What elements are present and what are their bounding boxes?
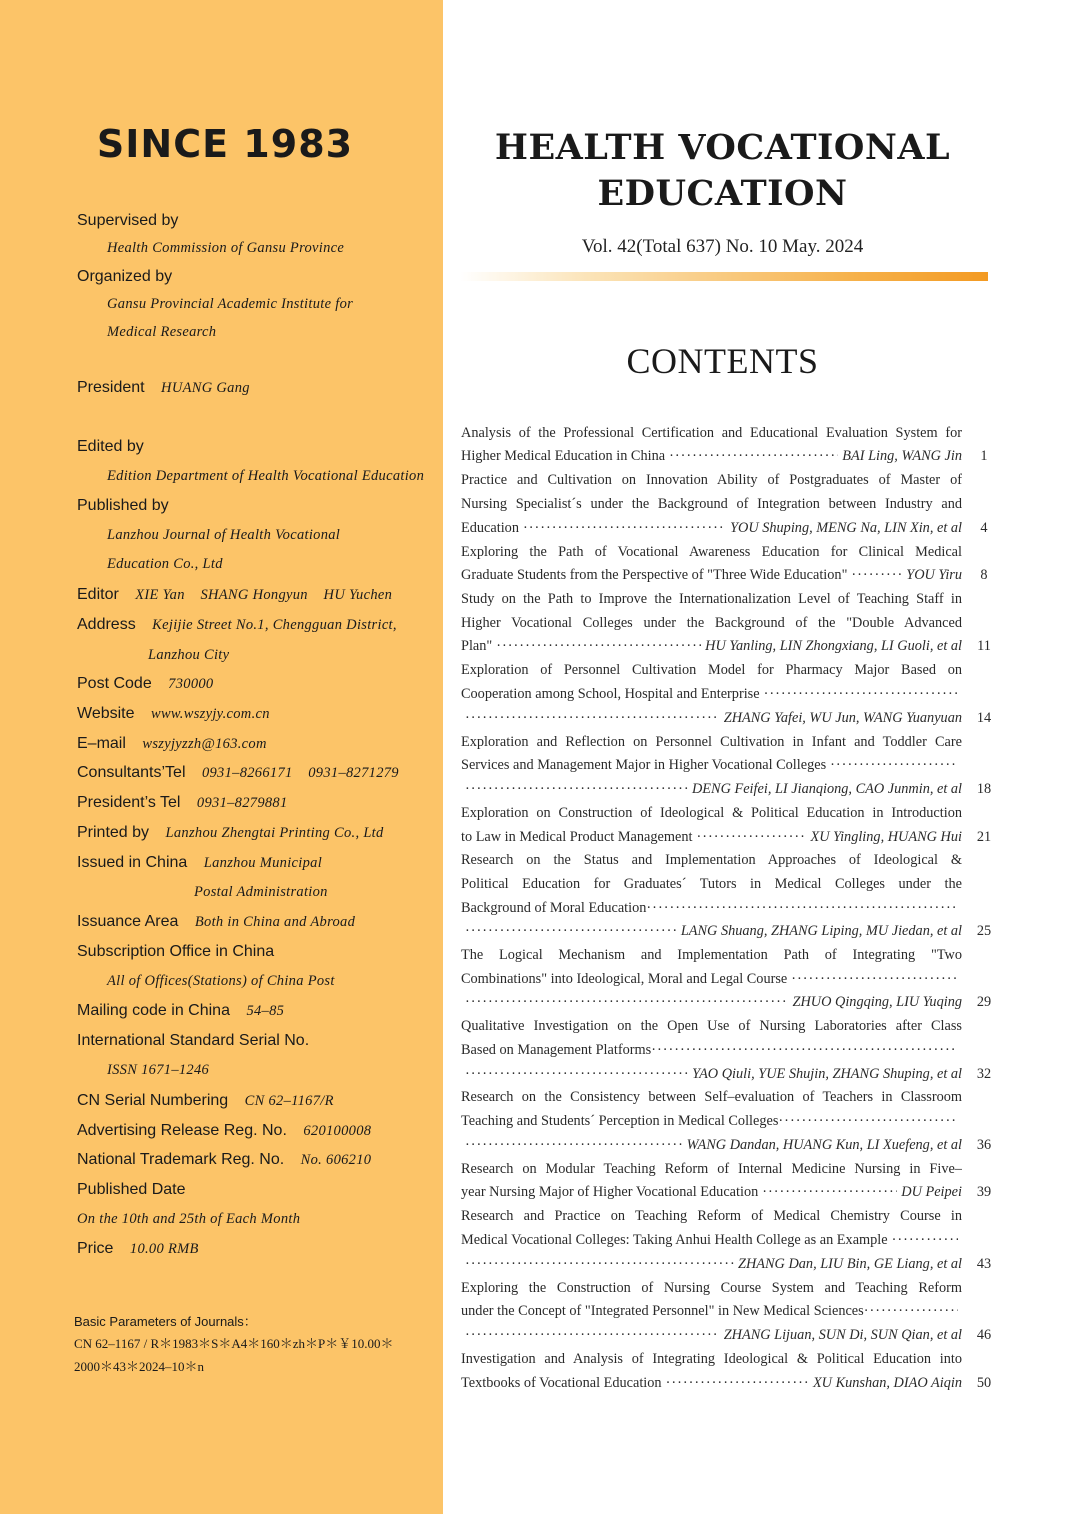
toc-entry-5-authors: ZHANG Yafei, WU Jun, WANG Yuanyuan (723, 710, 962, 726)
toc-entry-12-line-2[interactable] (461, 1180, 962, 1204)
president-label: President (77, 379, 145, 396)
toc-entry-4-line-3[interactable] (461, 634, 962, 658)
consultants-label: Consultants’Tel (77, 764, 186, 781)
toc-entry-12-authors: DU Peipei (901, 1184, 962, 1200)
leader-dots (830, 753, 958, 777)
subscription-value: All of Offices(Stations) of China Post (107, 973, 335, 989)
journal-title-line-2: EDUCATION (597, 173, 848, 214)
toc-entry-15-line-2[interactable] (461, 1371, 962, 1395)
issn-value: ISSN 1671–1246 (107, 1062, 210, 1078)
trademark-label: National Trademark Reg. No. (77, 1151, 285, 1168)
advert-row (77, 1122, 371, 1140)
editor-value: XIE Yan SHANG Hongyun HU Yuchen (135, 587, 393, 603)
leader-dots (496, 634, 701, 658)
published-value-1: Lanzhou Journal of Health Vocational (107, 527, 341, 543)
toc-entry-12-page: 39 (976, 1184, 992, 1200)
address-label: Address (77, 616, 136, 633)
toc-entry-10-line-1[interactable]: Qualitative Investigation on the Open Use of Nursing Laboratories after Class (461, 1018, 962, 1034)
supervised-value: Health Commission of Gansu Province (107, 240, 345, 256)
leader-dots (778, 1109, 958, 1133)
toc-entry-2-title-end: Education (461, 520, 519, 536)
consultants-row (77, 764, 399, 782)
toc-entry-11-line-3[interactable] (461, 1133, 962, 1157)
price-label: Price (77, 1240, 114, 1257)
toc-entry-8-line-4[interactable] (461, 919, 962, 943)
basic-parameters-line-2: 2000＊43＊2024–10＊n (74, 1359, 205, 1374)
toc-entry-4-line-2[interactable]: Higher Vocational Colleges under the Background of the "Double Advanced (461, 615, 962, 631)
toc-entry-11-authors: WANG Dandan, HUANG Kun, LI Xuefeng, et al (686, 1137, 962, 1153)
address-value-1: Kejijie Street No.1, Chengguan District, (152, 617, 397, 633)
editor-row (77, 586, 392, 604)
leader-dots (465, 1252, 734, 1276)
issue-info: Vol. 42(Total 637) No. 10 May. 2024 (581, 236, 864, 257)
website-label: Website (77, 705, 135, 722)
toc-entry-10-line-2[interactable] (461, 1038, 962, 1062)
toc-entry-4-title-end: Plan" (461, 638, 493, 654)
issued-value-1: Lanzhou Municipal (203, 855, 323, 871)
toc-entry-9-line-3[interactable] (461, 990, 962, 1014)
postcode-label: Post Code (77, 675, 152, 692)
mailing-value: 54–85 (246, 1003, 285, 1019)
basic-parameters-line-1: CN 62–1167 / R＊1983＊S＊A4＊160＊zh＊P＊￥10.00＊ (74, 1336, 394, 1351)
toc-entry-15-page: 50 (976, 1375, 992, 1391)
president-row (77, 379, 250, 397)
toc-entry-13-title-end: Medical Vocational Colleges: Taking Anhui Health College as an Example (461, 1232, 888, 1248)
toc-entry-13-page: 43 (976, 1256, 992, 1272)
advert-label: Advertising Release Reg. No. (77, 1122, 287, 1139)
cn-row (77, 1092, 334, 1110)
toc-entry-1-authors: BAI Ling, WANG Jin (842, 448, 962, 464)
postcode-row (77, 675, 213, 693)
toc-entry-5-line-1[interactable]: Exploration of Personnel Cultivation Model for Pharmacy Major Based on (461, 662, 962, 678)
toc-entry-7-authors: XU Yingling, HUANG Hui (810, 829, 962, 845)
toc-entry-8-line-1[interactable]: Research on the Status and Implementation Approaches of Ideological & (461, 852, 962, 868)
postcode-value: 730000 (168, 676, 214, 692)
presidenttel-label: President’s Tel (77, 794, 181, 811)
toc-entry-5-page: 14 (976, 710, 992, 726)
email-value: wszyjyzzh@163.com (142, 736, 267, 752)
leader-dots (666, 1371, 809, 1395)
advert-value: 620100008 (303, 1123, 372, 1139)
toc-entry-11-line-1[interactable]: Research on the Consistency between Self–evaluation of Teachers in Classroom (461, 1089, 962, 1105)
toc-entry-4-page: 11 (977, 638, 991, 654)
published-label: Published by (77, 497, 169, 514)
area-row (77, 913, 355, 931)
organized-label: Organized by (77, 268, 173, 285)
toc-entry-13-line-1[interactable]: Research and Practice on Teaching Reform of Medical Chemistry Course in (461, 1208, 962, 1224)
toc-entry-12-title-end: year Nursing Major of Higher Vocational Education (461, 1184, 759, 1200)
editor-label: Editor (77, 586, 119, 603)
toc-entry-2-line-1[interactable]: Practice and Cultivation on Innovation Ability of Postgraduates of Master of (461, 472, 962, 488)
journal-title (450, 125, 995, 217)
email-row (77, 735, 267, 753)
toc-entry-4-line-1[interactable]: Study on the Path to Improve the Internationalization Level of Teaching Staff in (461, 591, 962, 607)
issued-row (77, 854, 322, 872)
consultants-value: 0931–8266171 0931–8271279 (201, 765, 399, 781)
toc-entry-11-page: 36 (976, 1137, 992, 1153)
toc-entry-14-line-3[interactable] (461, 1323, 962, 1347)
toc-entry-8-line-3[interactable] (461, 896, 962, 920)
toc-entry-14-authors: ZHANG Lijuan, SUN Di, SUN Qian, et al (723, 1327, 962, 1343)
edited-label: Edited by (77, 438, 144, 455)
toc-entry-10-title-end: Based on Management Platforms (461, 1042, 652, 1058)
trademark-value: No. 606210 (300, 1152, 372, 1168)
price-value: 10.00 RMB (129, 1241, 199, 1257)
area-value: Both in China and Abroad (194, 914, 356, 930)
printed-value: Lanzhou Zhengtai Printing Co., Ltd (165, 825, 384, 841)
toc-entry-11-title-end: Teaching and Students´ Perception in Medical Colleges (461, 1113, 779, 1129)
published-value-2: Education Co., Ltd (107, 556, 223, 572)
toc-entry-13-line-3[interactable] (461, 1252, 962, 1276)
toc-entry-9-page: 29 (976, 994, 992, 1010)
toc-entry-9-authors: ZHUO Qingqing, LIU Yuqing (792, 994, 962, 1010)
toc-entry-15-authors: XU Kunshan, DIAO Aiqin (812, 1375, 962, 1391)
president-value: HUANG Gang (161, 380, 250, 396)
issued-value-2: Postal Administration (194, 884, 328, 900)
presidenttel-row (77, 794, 288, 812)
leader-dots (465, 990, 789, 1014)
leader-dots (791, 967, 958, 991)
organized-value-2: Medical Research (107, 324, 217, 340)
pubdate-value: On the 10th and 25th of Each Month (77, 1211, 301, 1227)
toc-entry-8-line-2[interactable]: Political Education for Graduates´ Tutors in Medical Colleges under the (461, 876, 962, 892)
decorative-gradient-bar (460, 272, 988, 281)
toc-entry-7-page: 21 (976, 829, 992, 845)
toc-entry-8-page: 25 (976, 923, 992, 939)
toc-entry-9-line-1[interactable]: The Logical Mechanism and Implementation Path of Integrating "Two (461, 947, 962, 963)
contents-heading: CONTENTS (626, 341, 819, 381)
toc-entry-2-page: 4 (980, 520, 988, 536)
price-row (77, 1240, 199, 1258)
leader-dots (669, 444, 838, 468)
toc-entry-3-line-1[interactable]: Exploring the Path of Vocational Awareness Education for Clinical Medical (461, 544, 962, 560)
website-row (77, 705, 270, 723)
cn-value: CN 62–1167/R (244, 1093, 334, 1109)
cn-label: CN Serial Numbering (77, 1092, 229, 1109)
toc-entry-7-title-end: to Law in Medical Product Management (461, 829, 693, 845)
leader-dots (696, 825, 806, 849)
toc-entry-5-line-2[interactable] (461, 682, 962, 706)
area-label: Issuance Area (77, 913, 179, 930)
toc-entry-2-authors: YOU Shuping, MENG Na, LIN Xin, et al (730, 520, 962, 536)
leader-dots (523, 516, 726, 540)
toc-entry-14-title-end: under the Concept of "Integrated Personnel" in New Medical Sciences (461, 1303, 864, 1319)
leader-dots (465, 1062, 688, 1086)
pubdate-label: Published Date (77, 1181, 186, 1198)
toc-entry-10-page: 32 (976, 1066, 992, 1082)
toc-entry-6-line-3[interactable] (461, 777, 962, 801)
subscription-label: Subscription Office in China (77, 943, 275, 960)
toc-entry-10-line-3[interactable] (461, 1062, 962, 1086)
toc-entry-3-authors: YOU Yiru (906, 567, 962, 583)
leader-dots (651, 1038, 958, 1062)
toc-entry-5-title-end: Cooperation among School, Hospital and Enterprise (461, 686, 760, 702)
toc-entry-1-line-2[interactable] (461, 444, 962, 468)
toc-entry-10-authors: YAO Qiuli, YUE Shujin, ZHANG Shuping, et al (692, 1066, 962, 1082)
toc-entry-8-authors: LANG Shuang, ZHANG Liping, MU Jiedan, et al (680, 923, 962, 939)
organized-value-1: Gansu Provincial Academic Institute for (107, 296, 354, 312)
edited-value: Edition Department of Health Vocational Education (107, 468, 425, 484)
issn-label: International Standard Serial No. (77, 1032, 310, 1049)
leader-dots (646, 896, 958, 920)
toc-entry-15-line-1[interactable]: Investigation and Analysis of Integrating Ideological & Political Education into (461, 1351, 962, 1367)
toc-entry-14-line-2[interactable] (461, 1299, 962, 1323)
leader-dots (762, 1180, 897, 1204)
leader-dots (465, 1323, 720, 1347)
issued-label: Issued in China (77, 854, 188, 871)
toc-entry-6-title-end: Services and Management Major in Higher Vocational Colleges (461, 757, 827, 773)
supervised-label: Supervised by (77, 212, 179, 229)
leader-dots (864, 1299, 958, 1323)
toc-entry-7-line-2[interactable] (461, 825, 962, 849)
sidebar-panel (0, 0, 443, 1514)
basic-parameters-label: Basic Parameters of Journals： (74, 1314, 257, 1329)
toc-entry-1-line-1[interactable]: Analysis of the Professional Certification and Educational Evaluation System for (461, 425, 962, 441)
toc-entry-1-title-end: Higher Medical Education in China (461, 448, 666, 464)
toc-entry-9-line-2[interactable] (461, 967, 962, 991)
toc-entry-6-line-1[interactable]: Exploration and Reflection on Personnel Cultivation in Infant and Toddler Care (461, 734, 962, 750)
toc-entry-4-authors: HU Yanling, LIN Zhongxiang, LI Guoli, et al (705, 638, 962, 654)
since-heading: SINCE 1983 (96, 122, 354, 166)
toc-entry-2-line-3[interactable] (461, 516, 962, 540)
website-value: www.wszyjy.com.cn (150, 706, 270, 722)
leader-dots (851, 563, 902, 587)
journal-title-line-1: HEALTH VOCATIONAL (494, 127, 951, 168)
leader-dots (465, 919, 677, 943)
toc-entry-6-line-2[interactable] (461, 753, 962, 777)
toc-entry-3-title-end: Graduate Students from the Perspective of "Three Wide Education" (461, 567, 848, 583)
leader-dots (465, 1133, 683, 1157)
leader-dots (764, 682, 958, 706)
toc-entry-9-title-end: Combinations" into Ideological, Moral and Legal Course (461, 971, 788, 987)
leader-dots (465, 777, 688, 801)
toc-entry-13-authors: ZHANG Dan, LIU Bin, GE Liang, et al (738, 1256, 962, 1272)
mailing-label: Mailing code in China (77, 1002, 230, 1019)
email-label: E–mail (77, 735, 126, 752)
toc-entry-3-page: 8 (980, 567, 988, 583)
toc-entry-8-title-end: Background of Moral Education (461, 900, 647, 916)
address-value-2: Lanzhou City (148, 647, 230, 663)
leader-dots (465, 706, 720, 730)
leader-dots (892, 1228, 958, 1252)
trademark-row (77, 1151, 371, 1169)
toc-entry-7-line-1[interactable]: Exploration on Construction of Ideological & Political Education in Introduction (461, 805, 962, 821)
toc-entry-14-line-1[interactable]: Exploring the Construction of Nursing Course System and Teaching Reform (461, 1280, 962, 1296)
mailing-row (77, 1002, 284, 1020)
printed-label: Printed by (77, 824, 150, 841)
toc-entry-3-line-2[interactable] (461, 563, 962, 587)
toc-entry-5-line-3[interactable] (461, 706, 962, 730)
toc-entry-11-line-2[interactable] (461, 1109, 962, 1133)
presidenttel-value: 0931–8279881 (196, 795, 288, 811)
toc-entry-2-line-2[interactable]: Nursing Specialist´s under the Background of Integration between Industry and (461, 496, 962, 512)
toc-entry-14-page: 46 (976, 1327, 992, 1343)
address-row (77, 616, 397, 634)
toc-entry-6-authors: DENG Feifei, LI Jianqiong, CAO Junmin, et al (691, 781, 962, 797)
toc-entry-6-page: 18 (976, 781, 992, 797)
printed-row (77, 824, 384, 842)
toc-entry-15-title-end: Textbooks of Vocational Education (461, 1375, 662, 1391)
toc-entry-13-line-2[interactable] (461, 1228, 962, 1252)
toc-entry-12-line-1[interactable]: Research on Modular Teaching Reform of Internal Medicine Nursing in Five– (461, 1161, 962, 1177)
toc-entry-1-page: 1 (980, 448, 988, 464)
